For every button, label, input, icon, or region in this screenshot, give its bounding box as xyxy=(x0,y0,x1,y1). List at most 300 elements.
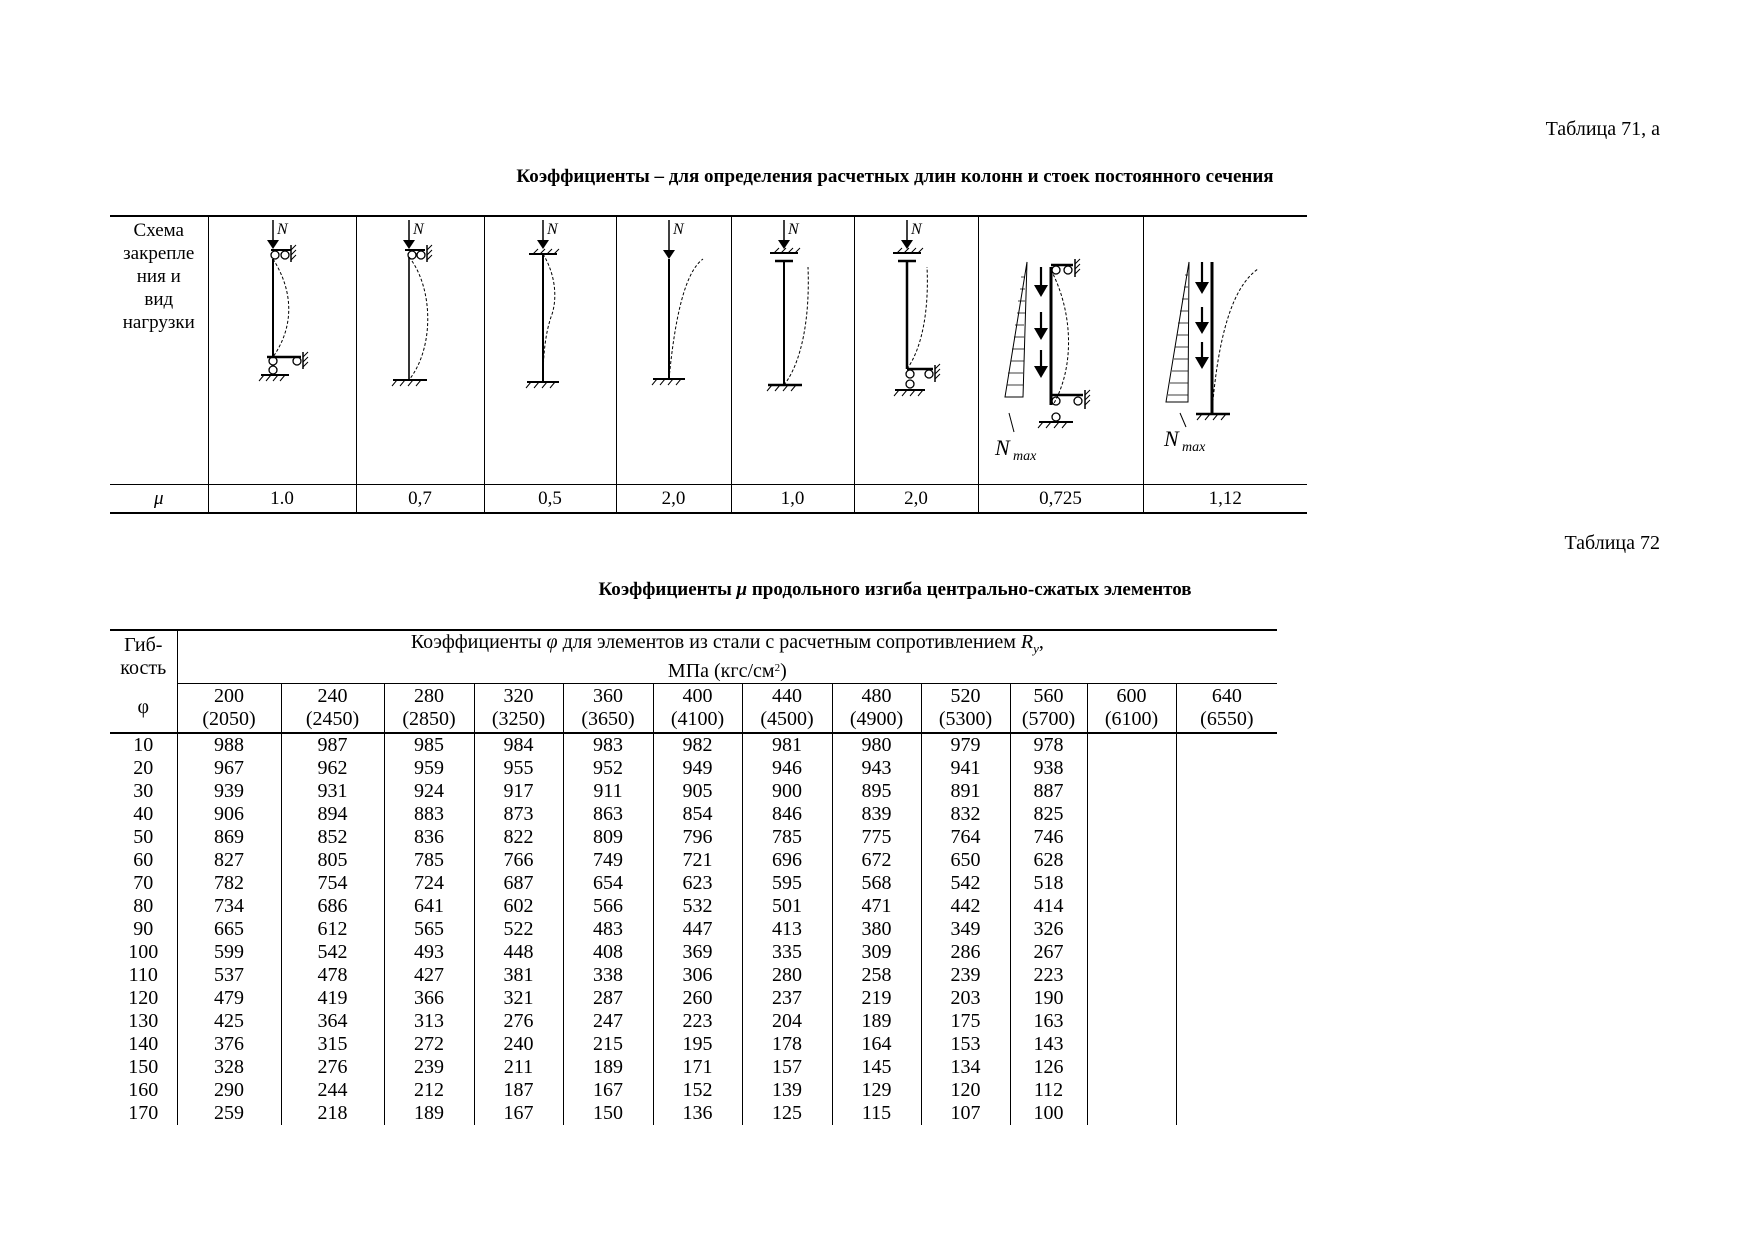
strength-column-header xyxy=(921,684,1010,734)
phi-coefficient: 805 xyxy=(281,849,384,872)
phi-coefficient: 952 xyxy=(563,757,653,780)
phi-coefficient: 959 xyxy=(384,757,474,780)
phi-coefficient: 599 xyxy=(177,941,281,964)
phi-coefficient: 240 xyxy=(474,1033,563,1056)
phi-coefficient: 766 xyxy=(474,849,563,872)
scheme-header xyxy=(110,216,208,485)
units-superscript: 2 xyxy=(774,662,781,674)
phi-coefficient: 982 xyxy=(653,733,742,757)
phi-coefficient xyxy=(1087,1010,1176,1033)
phi-coefficient: 145 xyxy=(832,1056,921,1079)
phi-coefficient: 237 xyxy=(742,987,832,1010)
table72-title-part1: Коэффициенты xyxy=(598,579,737,600)
phi-coefficient: 136 xyxy=(653,1102,742,1125)
phi-coefficient: 979 xyxy=(921,733,1010,757)
phi-coefficient: 983 xyxy=(563,733,653,757)
phi-coefficient: 414 xyxy=(1010,895,1087,918)
phi-coefficient: 272 xyxy=(384,1033,474,1056)
phi-coefficient: 917 xyxy=(474,780,563,803)
scheme-diagram-8 xyxy=(1143,216,1307,485)
phi-coefficient xyxy=(1087,803,1176,826)
phi-coefficient: 943 xyxy=(832,757,921,780)
phi-coefficient: 223 xyxy=(653,1010,742,1033)
table-row xyxy=(110,1033,1277,1056)
phi-coefficient: 981 xyxy=(742,733,832,757)
phi-coefficient: 483 xyxy=(563,918,653,941)
phi-coefficient: 195 xyxy=(653,1033,742,1056)
group-header-units-close: ) xyxy=(780,660,787,682)
phi-coefficient xyxy=(1087,964,1176,987)
phi-coefficient: 425 xyxy=(177,1010,281,1033)
phi-coefficient: 863 xyxy=(563,803,653,826)
table71 xyxy=(110,215,1307,514)
phi-coefficient: 381 xyxy=(474,964,563,987)
table-row xyxy=(110,757,1277,780)
column-diagram-distributed-pinned xyxy=(979,217,1144,479)
group-header xyxy=(177,630,1277,684)
phi-coefficient: 276 xyxy=(281,1056,384,1079)
phi-coefficient: 721 xyxy=(653,849,742,872)
strength-mpa: 480 xyxy=(861,685,892,707)
phi-coefficient: 796 xyxy=(653,826,742,849)
phi-coefficient xyxy=(1176,780,1277,803)
phi-coefficient: 313 xyxy=(384,1010,474,1033)
phi-coefficient xyxy=(1087,872,1176,895)
strength-column-header xyxy=(742,684,832,734)
phi-coefficient: 654 xyxy=(563,872,653,895)
mu-value: 1.0 xyxy=(208,485,356,514)
phi-coefficient xyxy=(1176,733,1277,757)
phi-coefficient: 309 xyxy=(832,941,921,964)
phi-coefficient: 518 xyxy=(1010,872,1087,895)
phi-coefficient: 522 xyxy=(474,918,563,941)
group-header-text: для элементов из стали с расчетным сопротивлением xyxy=(557,631,1021,653)
phi-coefficient: 471 xyxy=(832,895,921,918)
phi-coefficient: 906 xyxy=(177,803,281,826)
column-diagram-pinned-fixed xyxy=(357,217,485,479)
phi-coefficient: 887 xyxy=(1010,780,1087,803)
phi-coefficient: 827 xyxy=(177,849,281,872)
phi-coefficient: 189 xyxy=(832,1010,921,1033)
phi-coefficient: 542 xyxy=(921,872,1010,895)
phi-coefficient: 247 xyxy=(563,1010,653,1033)
phi-coefficient: 941 xyxy=(921,757,1010,780)
phi-coefficient: 967 xyxy=(177,757,281,780)
phi-coefficient xyxy=(1087,849,1176,872)
phi-coefficient xyxy=(1176,803,1277,826)
phi-coefficient: 955 xyxy=(474,757,563,780)
phi-coefficient: 785 xyxy=(384,849,474,872)
nmax-subscript: max xyxy=(1012,449,1036,464)
scheme-header-line: ния и xyxy=(136,266,181,287)
table71-title xyxy=(0,166,1755,188)
phi-coefficient: 665 xyxy=(177,918,281,941)
phi-coefficient: 419 xyxy=(281,987,384,1010)
strength-kgs: (2450) xyxy=(305,708,360,730)
phi-coefficient: 988 xyxy=(177,733,281,757)
slenderness-header xyxy=(110,630,177,684)
strength-kgs: (3250) xyxy=(491,708,546,730)
phi-coefficient: 326 xyxy=(1010,918,1087,941)
phi-coefficient: 115 xyxy=(832,1102,921,1125)
table-row xyxy=(110,918,1277,941)
group-header-text: Коэффициенты xyxy=(410,631,547,653)
strength-kgs: (2850) xyxy=(402,708,456,730)
phi-coefficient: 157 xyxy=(742,1056,832,1079)
phi-coefficient: 754 xyxy=(281,872,384,895)
phi-coefficient: 939 xyxy=(177,780,281,803)
phi-coefficient: 537 xyxy=(177,964,281,987)
phi-coefficient: 239 xyxy=(384,1056,474,1079)
strength-column-header xyxy=(1176,684,1277,734)
phi-coefficient: 687 xyxy=(474,872,563,895)
phi-coefficient: 178 xyxy=(742,1033,832,1056)
phi-coefficient xyxy=(1176,1033,1277,1056)
force-label: N xyxy=(412,221,424,238)
strength-kgs: (3650) xyxy=(581,708,635,730)
phi-coefficient: 565 xyxy=(384,918,474,941)
nmax-label: N xyxy=(994,435,1010,460)
mu-value: 1,0 xyxy=(731,485,854,514)
scheme-header-line: Схема xyxy=(133,220,184,241)
phi-coefficient: 650 xyxy=(921,849,1010,872)
phi-coefficient: 911 xyxy=(563,780,653,803)
phi-coefficient: 153 xyxy=(921,1033,1010,1056)
slenderness-value: 140 xyxy=(128,1033,159,1055)
strength-kgs: (5700) xyxy=(1021,708,1076,730)
table-row xyxy=(110,895,1277,918)
slenderness-value: 100 xyxy=(128,941,159,963)
phi-coefficient: 846 xyxy=(742,803,832,826)
strength-kgs: (4900) xyxy=(849,708,904,730)
phi-coefficient: 641 xyxy=(384,895,474,918)
slenderness-value: 90 xyxy=(133,918,154,940)
table-row xyxy=(110,803,1277,826)
strength-kgs: (4100) xyxy=(670,708,725,730)
table71-title-symbol: – xyxy=(654,166,664,187)
phi-coefficient: 782 xyxy=(177,872,281,895)
phi-coefficient xyxy=(1176,1079,1277,1102)
strength-kgs: (6100) xyxy=(1104,708,1159,730)
phi-coefficient: 478 xyxy=(281,964,384,987)
scheme-diagram-6 xyxy=(854,216,978,485)
slenderness-value: 60 xyxy=(133,849,154,871)
phi-coefficient: 900 xyxy=(742,780,832,803)
phi-coefficient: 408 xyxy=(563,941,653,964)
mu-symbol: μ xyxy=(110,485,208,514)
phi-coefficient: 984 xyxy=(474,733,563,757)
phi-coefficient: 873 xyxy=(474,803,563,826)
phi-coefficient: 869 xyxy=(177,826,281,849)
phi-coefficient: 287 xyxy=(563,987,653,1010)
table72-title xyxy=(0,579,1755,601)
phi-coefficient xyxy=(1087,1079,1176,1102)
table72-label: Таблица 72 xyxy=(1564,532,1660,554)
slenderness-value: 120 xyxy=(128,987,159,1009)
phi-coefficient: 366 xyxy=(384,987,474,1010)
nmax-label: N xyxy=(1163,426,1179,451)
phi-coefficient: 894 xyxy=(281,803,384,826)
phi-coefficient: 134 xyxy=(921,1056,1010,1079)
phi-coefficient xyxy=(1176,918,1277,941)
phi-coefficient: 746 xyxy=(1010,826,1087,849)
phi-coefficient: 126 xyxy=(1010,1056,1087,1079)
slenderness-value: 20 xyxy=(133,757,154,779)
scheme-diagram-3 xyxy=(484,216,616,485)
phi-coefficient: 212 xyxy=(384,1079,474,1102)
phi-coefficient: 891 xyxy=(921,780,1010,803)
nmax-subscript: max xyxy=(1181,440,1205,455)
phi-coefficient: 175 xyxy=(921,1010,1010,1033)
phi-coefficient: 602 xyxy=(474,895,563,918)
scheme-header-line: закрепле xyxy=(123,243,195,264)
strength-mpa: 520 xyxy=(950,685,981,707)
phi-coefficient xyxy=(1176,849,1277,872)
group-header-text: , xyxy=(1038,631,1044,653)
phi-coefficient: 244 xyxy=(281,1079,384,1102)
strength-mpa: 360 xyxy=(593,685,623,707)
table72-title-symbol: μ xyxy=(736,579,748,600)
phi-coefficient: 167 xyxy=(563,1079,653,1102)
phi-coefficient xyxy=(1087,941,1176,964)
phi-coefficient: 239 xyxy=(921,964,1010,987)
mu-value: 2,0 xyxy=(616,485,731,514)
phi-coefficient xyxy=(1176,1102,1277,1125)
scheme-diagram-5 xyxy=(731,216,854,485)
strength-mpa: 600 xyxy=(1116,685,1147,707)
mu-value: 0,5 xyxy=(484,485,616,514)
phi-coefficient: 259 xyxy=(177,1102,281,1125)
table-row xyxy=(110,1056,1277,1079)
phi-coefficient: 189 xyxy=(563,1056,653,1079)
strength-column-header xyxy=(177,684,281,734)
strength-column-header xyxy=(832,684,921,734)
slenderness-header-line: Гиб- xyxy=(124,634,163,657)
strength-column-header xyxy=(1010,684,1087,734)
phi-coefficient: 380 xyxy=(832,918,921,941)
phi-coefficient: 150 xyxy=(563,1102,653,1125)
scheme-diagram-1 xyxy=(208,216,356,485)
table71-label: Таблица 71, а xyxy=(1545,118,1660,140)
phi-coefficient: 542 xyxy=(281,941,384,964)
strength-column-header xyxy=(281,684,384,734)
strength-mpa: 280 xyxy=(414,685,444,707)
phi-coefficient: 218 xyxy=(281,1102,384,1125)
phi-coefficient: 349 xyxy=(921,918,1010,941)
phi-coefficient xyxy=(1087,733,1176,757)
phi-coefficient: 931 xyxy=(281,780,384,803)
phi-coefficient xyxy=(1176,872,1277,895)
slenderness-value: 130 xyxy=(128,1010,159,1032)
phi-coefficient: 501 xyxy=(742,895,832,918)
table-row xyxy=(110,733,1277,757)
phi-coefficient: 568 xyxy=(832,872,921,895)
slenderness-value: 110 xyxy=(128,964,158,986)
strength-kgs: (5300) xyxy=(938,708,993,730)
slenderness-value: 150 xyxy=(128,1056,159,1078)
slenderness-value: 70 xyxy=(133,872,154,894)
mu-value: 0,725 xyxy=(978,485,1143,514)
phi-coefficient: 143 xyxy=(1010,1033,1087,1056)
slenderness-value: 50 xyxy=(133,826,154,848)
group-header-line2 xyxy=(178,660,1278,683)
phi-coefficient: 223 xyxy=(1010,964,1087,987)
phi-coefficient: 204 xyxy=(742,1010,832,1033)
phi-coefficient xyxy=(1087,918,1176,941)
phi-coefficient: 980 xyxy=(832,733,921,757)
phi-symbol: φ xyxy=(546,631,558,653)
phi-coefficient: 672 xyxy=(832,849,921,872)
phi-coefficient: 836 xyxy=(384,826,474,849)
slenderness-value: 10 xyxy=(133,734,154,756)
scheme-header-line: вид xyxy=(144,289,174,310)
phi-coefficient: 938 xyxy=(1010,757,1087,780)
table-row xyxy=(110,872,1277,895)
phi-coefficient xyxy=(1087,826,1176,849)
phi-coefficient xyxy=(1176,1056,1277,1079)
phi-coefficient: 152 xyxy=(653,1079,742,1102)
table71-title-part2: для определения расчетных длин колонн и стоек постоянного сечения xyxy=(664,166,1274,187)
phi-coefficient xyxy=(1087,895,1176,918)
strength-mpa: 200 xyxy=(214,685,244,707)
group-header-line1 xyxy=(178,631,1278,660)
phi-coefficient: 369 xyxy=(653,941,742,964)
phi-coefficient: 442 xyxy=(921,895,1010,918)
column-diagram-cantilever xyxy=(617,217,732,479)
slenderness-value: 170 xyxy=(128,1102,159,1124)
phi-coefficient: 338 xyxy=(563,964,653,987)
r-symbol: R xyxy=(1020,631,1034,653)
phi-coefficient: 219 xyxy=(832,987,921,1010)
phi-coefficient: 448 xyxy=(474,941,563,964)
phi-coefficient: 107 xyxy=(921,1102,1010,1125)
phi-coefficient: 905 xyxy=(653,780,742,803)
phi-coefficient: 328 xyxy=(177,1056,281,1079)
phi-coefficient: 203 xyxy=(921,987,1010,1010)
scheme-diagram-7 xyxy=(978,216,1143,485)
phi-coefficient: 628 xyxy=(1010,849,1087,872)
strength-mpa: 640 xyxy=(1211,685,1242,707)
phi-coefficient: 985 xyxy=(384,733,474,757)
phi-coefficient: 749 xyxy=(563,849,653,872)
scheme-diagram-2 xyxy=(356,216,484,485)
phi-coefficient: 112 xyxy=(1010,1079,1087,1102)
force-label: N xyxy=(672,221,684,238)
strength-mpa: 560 xyxy=(1033,685,1064,707)
phi-coefficient: 139 xyxy=(742,1079,832,1102)
slenderness-value: 80 xyxy=(133,895,154,917)
phi-coefficient: 335 xyxy=(742,941,832,964)
mu-value: 0,7 xyxy=(356,485,484,514)
phi-coefficient: 129 xyxy=(832,1079,921,1102)
force-label: N xyxy=(276,221,288,238)
phi-coefficient: 839 xyxy=(832,803,921,826)
strength-kgs: (4500) xyxy=(760,708,814,730)
phi-coefficient: 306 xyxy=(653,964,742,987)
phi-coefficient: 413 xyxy=(742,918,832,941)
phi-coefficient: 321 xyxy=(474,987,563,1010)
phi-coefficient: 978 xyxy=(1010,733,1087,757)
phi-coefficient: 187 xyxy=(474,1079,563,1102)
strength-mpa: 240 xyxy=(317,685,348,707)
phi-coefficient xyxy=(1176,895,1277,918)
phi-coefficient xyxy=(1176,1010,1277,1033)
column-diagram-distributed-cantilever xyxy=(1144,217,1308,479)
phi-coefficient: 832 xyxy=(921,803,1010,826)
slenderness-value: 40 xyxy=(133,803,154,825)
strength-kgs: (6550) xyxy=(1200,708,1254,730)
table-row xyxy=(110,941,1277,964)
table-row xyxy=(110,1079,1277,1102)
phi-coefficient xyxy=(1087,1056,1176,1079)
phi-coefficient: 883 xyxy=(384,803,474,826)
table71-title-part1: Коэффициенты xyxy=(516,166,655,187)
phi-coefficient: 809 xyxy=(563,826,653,849)
column-diagram-fixed-fixed xyxy=(485,217,617,479)
phi-coefficient: 566 xyxy=(563,895,653,918)
phi-coefficient: 286 xyxy=(921,941,1010,964)
strength-column-header xyxy=(563,684,653,734)
phi-coefficient xyxy=(1176,826,1277,849)
phi-coefficient xyxy=(1087,780,1176,803)
phi-coefficient: 822 xyxy=(474,826,563,849)
phi-coefficient: 190 xyxy=(1010,987,1087,1010)
phi-coefficient: 946 xyxy=(742,757,832,780)
phi-coefficient: 532 xyxy=(653,895,742,918)
phi-coefficient: 479 xyxy=(177,987,281,1010)
table-row xyxy=(110,964,1277,987)
table-row xyxy=(110,780,1277,803)
phi-coefficient: 949 xyxy=(653,757,742,780)
phi-coefficient xyxy=(1087,1102,1176,1125)
mu-value: 1,12 xyxy=(1143,485,1307,514)
table-row xyxy=(110,826,1277,849)
table72-title-part2: продольного изгиба центрально-сжатых элементов xyxy=(747,579,1192,600)
phi-coefficient: 493 xyxy=(384,941,474,964)
phi-coefficient: 785 xyxy=(742,826,832,849)
phi-coefficient: 447 xyxy=(653,918,742,941)
phi-coefficient xyxy=(1087,757,1176,780)
phi-coefficient: 258 xyxy=(832,964,921,987)
strength-kgs: (2050) xyxy=(202,708,256,730)
phi-coefficient: 215 xyxy=(563,1033,653,1056)
force-label: N xyxy=(546,221,558,238)
phi-coefficient: 290 xyxy=(177,1079,281,1102)
table-row xyxy=(110,1102,1277,1125)
phi-coefficient: 686 xyxy=(281,895,384,918)
phi-coefficient: 189 xyxy=(384,1102,474,1125)
phi-coefficient: 125 xyxy=(742,1102,832,1125)
phi-coefficient: 120 xyxy=(921,1079,1010,1102)
phi-symbol: φ xyxy=(137,696,150,719)
strength-mpa: 440 xyxy=(772,685,802,707)
table-row xyxy=(110,849,1277,872)
force-label: N xyxy=(787,221,799,238)
group-header-units: МПа (кгс/см xyxy=(667,660,775,682)
phi-coefficient: 171 xyxy=(653,1056,742,1079)
force-label: N xyxy=(910,221,922,238)
strength-column-header xyxy=(474,684,563,734)
phi-coefficient: 764 xyxy=(921,826,1010,849)
phi-coefficient: 260 xyxy=(653,987,742,1010)
phi-coefficient: 987 xyxy=(281,733,384,757)
phi-coefficient xyxy=(1176,964,1277,987)
mu-value: 2,0 xyxy=(854,485,978,514)
r-subscript: y xyxy=(1033,641,1039,656)
table72 xyxy=(110,629,1277,1125)
phi-coefficient xyxy=(1087,1033,1176,1056)
phi-coefficient: 775 xyxy=(832,826,921,849)
